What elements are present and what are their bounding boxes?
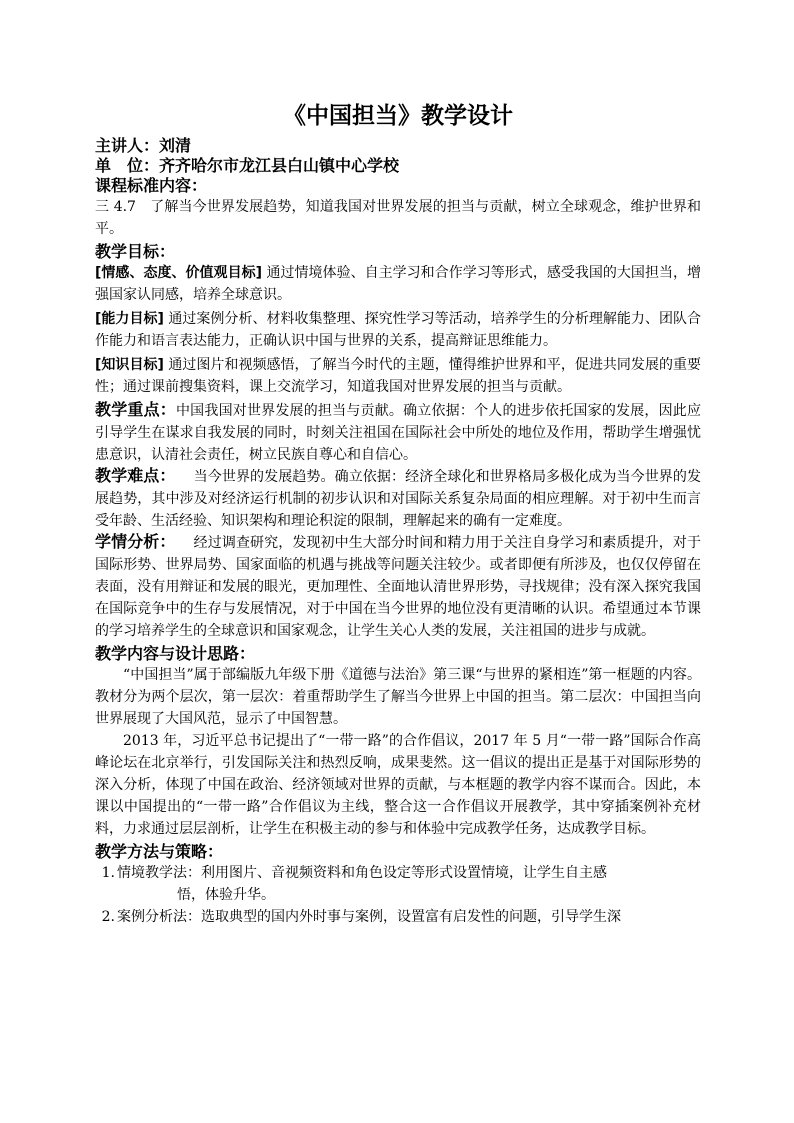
goal-knowledge-text: 通过图片和视频感悟，了解当今时代的主题，懂得维护世界和平，促进共同发展的重要性；通过课前搜集资料，课上交流学习，知道我国对世界发展的担当与贡献。 xyxy=(95,357,702,395)
unit-label: 单 位： xyxy=(95,156,160,175)
page-title: 《中国担当》教学设计 xyxy=(283,103,513,129)
method-item-2-text: 案例分析法：选取典型的国内外时事与案例，设置富有启发性的问题，引导学生深 xyxy=(117,909,621,925)
method-item-1-continuation: 悟，体验升华。 xyxy=(177,887,275,903)
unit-line xyxy=(95,156,701,176)
goal-knowledge-label: [知识目标] xyxy=(95,357,164,373)
content-paragraph-1: “中国担当”属于部编版九年级下册《道德与法治》第三课“与世界的紧相连”第一框题的内容。教材分为两个层次，第一层次：着重帮助学生了解当今世界上中国的担当。第二层次：中国担当向世界展现了大国风范，显示了中国智慧。 xyxy=(95,667,701,727)
goal-emotion-label: [情感、态度、价值观目标] xyxy=(95,265,263,281)
content-paragraph-2: 2013 年，习近平总书记提出了“一带一路”的合作倡议，2017 年 5 月“一带一路”国际合作高峰论坛在北京举行，引发国际关注和热烈反响，成果斐然。这一倡议的提出正是基于对国际形势的深入分析，体现了中国在政治、经济领域对世界的贡献，与本框题的教学内容不谋而合。因此，本课以中国提出的“一带一路”合作倡议为主线，整合这一合作倡议开展教学，其中穿插案例补充材料，力求通过层层剖析，让学生在积极主动的参与和体验中完成教学任务，达成教学目标。 xyxy=(95,733,701,837)
difficulty-label: 教学难点： xyxy=(95,466,176,485)
keypoint-label: 教学重点： xyxy=(95,400,176,419)
method-item-2 xyxy=(95,906,701,928)
analysis-text: 经过调查研究，发现初中生大部分时间和精力用于关注自身学习和素质提升，对于国际形势、世界局势、国家面临的机遇与挑战等问题关注较少。或者即便有所涉及，也仅仅停留在表面，没有用辩证和发展的眼光，更加理性、全面地认清世界形势，寻找规律；没有深入探究我国在国际竞争中的生存与发展情况，对于中国在当今世界的地位没有更清晰的认识。希望通过本节课的学习培养学生的全球意识和国家观念，让学生关心人类的发展，关注祖国的进步与成就。 xyxy=(95,535,701,639)
goal-emotion-text: 通过情境体验、自主学习和合作学习等形式，感受我国的大国担当，增强国家认同感，培养全球意识。 xyxy=(95,265,702,303)
method-item-2-number: 2. xyxy=(101,909,115,925)
standard-heading: 课程标准内容： xyxy=(95,176,208,195)
speaker-label: 主讲人： xyxy=(95,136,160,155)
difficulty-text: 当今世界的发展趋势。确立依据：经济全球化和世界格局多极化成为当今世界的发展趋势，其中涉及对经济运行机制的初步认识和对国际关系复杂局面的相应理解。对于初中生而言受年龄、生活经验、知识架构和理论积淀的限制，理解起来的确有一定难度。 xyxy=(95,469,701,529)
methods-heading: 教学方法与策略： xyxy=(95,842,224,861)
method-item-1 xyxy=(95,862,701,906)
speaker-line xyxy=(95,136,701,156)
document-page xyxy=(95,98,701,928)
method-item-1-number: 1. xyxy=(101,865,115,881)
content-heading: 教学内容与设计思路： xyxy=(95,644,256,663)
analysis-paragraph xyxy=(95,532,701,642)
keypoint-paragraph xyxy=(95,400,701,466)
goal-emotion xyxy=(95,262,701,306)
goals-heading: 教学目标： xyxy=(95,242,176,261)
goal-knowledge xyxy=(95,354,701,398)
standard-text: 三 4.7 了解当今世界发展趋势，知道我国对世界发展的担当与贡献，树立全球观念，维护世界和平。 xyxy=(95,199,701,237)
difficulty-paragraph xyxy=(95,466,701,532)
unit-name: 齐齐哈尔市龙江县白山镇中心学校 xyxy=(159,156,400,175)
goal-ability xyxy=(95,308,701,352)
goal-ability-label: [能力目标] xyxy=(95,311,164,327)
analysis-label: 学情分析： xyxy=(95,532,176,551)
goal-ability-text: 通过案例分析、材料收集整理、探究性学习等活动，培养学生的分析理解能力、团队合作能力和语言表达能力，正确认识中国与世界的关系，提高辩证思维能力。 xyxy=(95,311,702,349)
keypoint-text: 中国我国对世界发展的担当与贡献。确立依据：个人的进步依托国家的发展，因此应引导学生在谋求自我发展的同时，时刻关注祖国在国际社会中所处的地位及作用，帮助学生增强忧患意识，认清社会责任，树立民族自尊心和自信心。 xyxy=(95,403,701,463)
speaker-name: 刘清 xyxy=(159,136,192,155)
method-item-1-text: 情境教学法：利用图片、音视频资料和角色设定等形式设置情境，让学生自主感 xyxy=(117,865,607,881)
